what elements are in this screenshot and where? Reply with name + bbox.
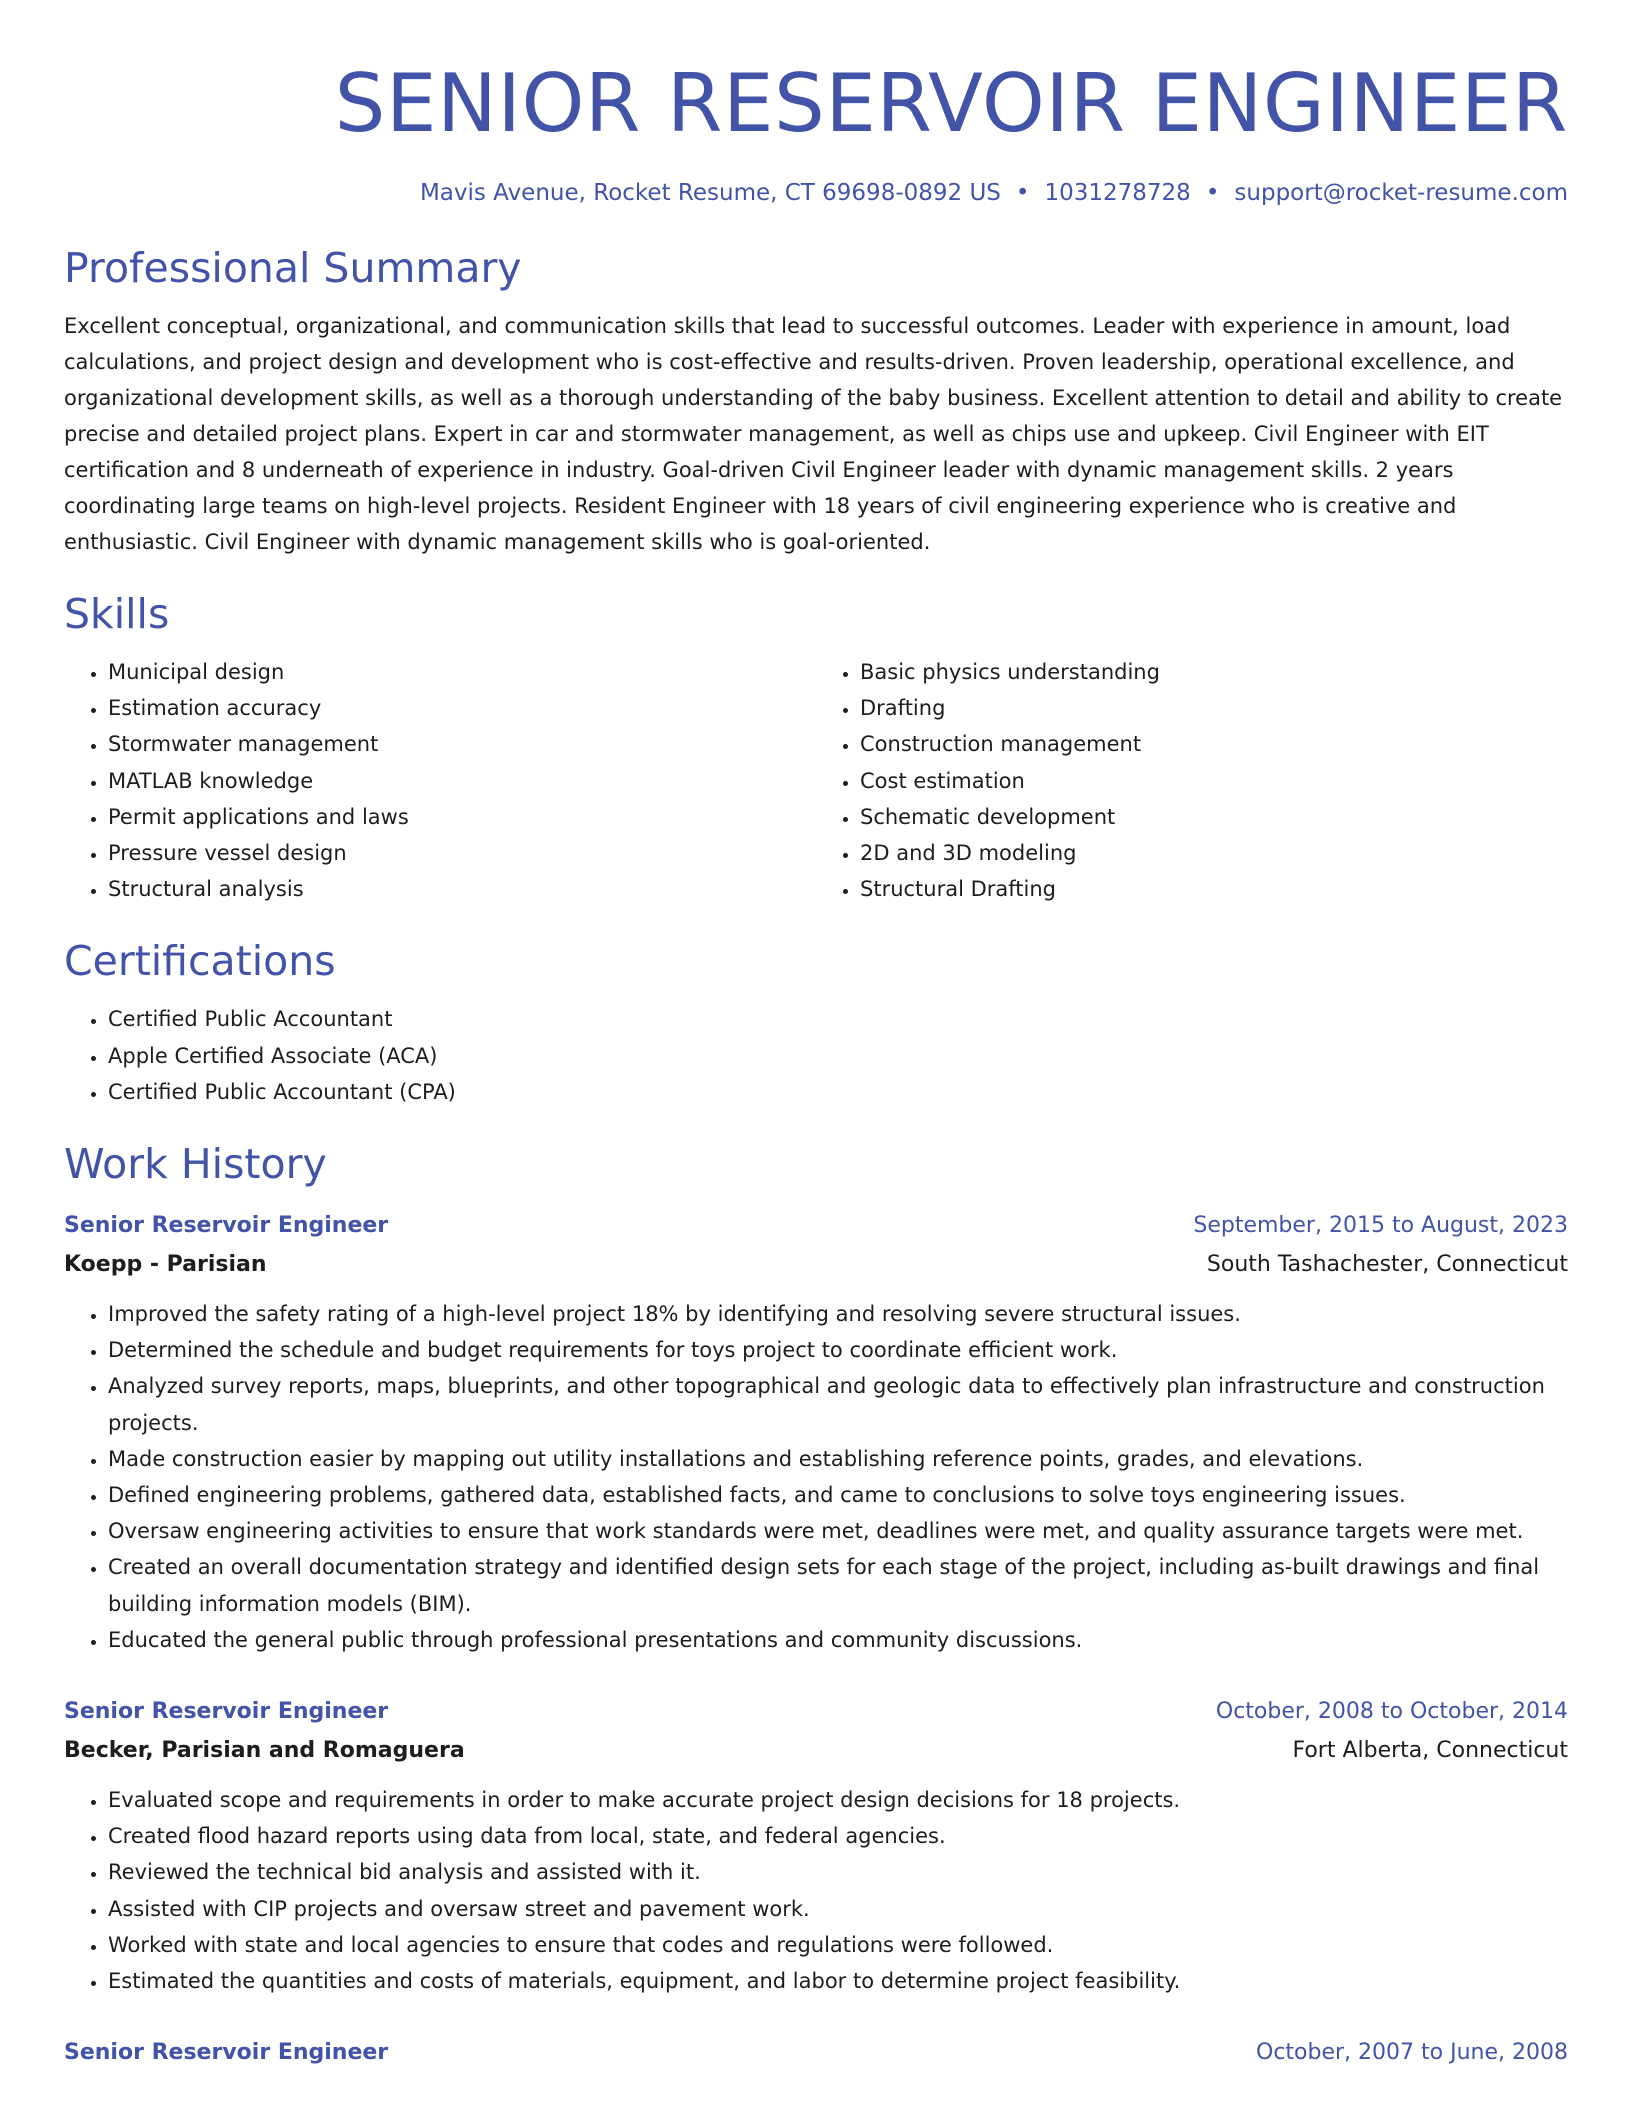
job-entry bbox=[64, 1206, 1568, 1658]
contact-email[interactable]: support@rocket-resume.com bbox=[1234, 180, 1568, 206]
job-duties-list bbox=[64, 1782, 1568, 1999]
job-entry bbox=[64, 2033, 1568, 2073]
resume-page bbox=[64, 0, 1568, 2073]
skill-item: • Drafting bbox=[860, 690, 1568, 726]
skill-item: • Cost estimation bbox=[860, 763, 1568, 799]
skill-item: • Permit applications and laws bbox=[108, 799, 816, 835]
job-duty: • Created flood hazard reports using data from local, state, and federal agencies. bbox=[108, 1818, 1568, 1854]
skill-item: • Pressure vessel design bbox=[108, 835, 816, 871]
job-header-row bbox=[64, 2033, 1568, 2073]
skill-item: • Structural Drafting bbox=[860, 871, 1568, 907]
certification-item: • Certified Public Accountant (CPA) bbox=[108, 1074, 1568, 1110]
job-employer-row bbox=[64, 1732, 1568, 1770]
contact-separator: • bbox=[1015, 180, 1030, 206]
job-role: Senior Reservoir Engineer bbox=[64, 1213, 389, 1239]
job-duty: • Oversaw engineering activities to ensure that work standards were met, deadlines were met, and quality assurance targets were met. bbox=[108, 1513, 1568, 1549]
job-company: Becker, Parisian and Romaguera bbox=[64, 1738, 465, 1764]
contact-address: Mavis Avenue, Rocket Resume, CT 69698-0892 US bbox=[419, 180, 1001, 206]
job-duty: • Made construction easier by mapping out utility installations and establishing reference points, grades, and elevations. bbox=[108, 1441, 1568, 1477]
certifications-list bbox=[64, 1001, 1568, 1110]
contact-phone: 1031278728 bbox=[1044, 180, 1191, 206]
job-duty: • Worked with state and local agencies to ensure that codes and regulations were followed. bbox=[108, 1927, 1568, 1963]
job-header-row bbox=[64, 1692, 1568, 1732]
job-dates: October, 2007 to June, 2008 bbox=[1256, 2040, 1568, 2066]
job-duty: • Defined engineering problems, gathered data, established facts, and came to conclusions to solve toys engineering issues. bbox=[108, 1477, 1568, 1513]
job-role: Senior Reservoir Engineer bbox=[64, 1699, 389, 1725]
skill-item: • Construction management bbox=[860, 726, 1568, 762]
job-duty: • Created an overall documentation strategy and identified design sets for each stage of the project, including as-built drawings and final building information models (BIM). bbox=[108, 1549, 1568, 1621]
job-duty: • Analyzed survey reports, maps, blueprints, and other topographical and geologic data to effectively plan infrastructure and construction projects. bbox=[108, 1368, 1568, 1440]
summary-section bbox=[64, 240, 1568, 560]
resume-header bbox=[64, 0, 1568, 210]
job-entry bbox=[64, 1692, 1568, 1999]
skill-item: • MATLAB knowledge bbox=[108, 763, 816, 799]
job-dates: October, 2008 to October, 2014 bbox=[1215, 1699, 1568, 1725]
work-history-section bbox=[64, 1136, 1568, 2073]
job-location: South Tashachester, Connecticut bbox=[1206, 1252, 1568, 1278]
skills-columns bbox=[64, 654, 1568, 907]
job-header-row bbox=[64, 1206, 1568, 1246]
skills-list-left bbox=[64, 654, 816, 907]
skills-section bbox=[64, 586, 1568, 907]
job-duty: • Estimated the quantities and costs of materials, equipment, and labor to determine project feasibility. bbox=[108, 1963, 1568, 1999]
job-dates: September, 2015 to August, 2023 bbox=[1193, 1213, 1568, 1239]
job-duty: • Determined the schedule and budget requirements for toys project to coordinate efficient work. bbox=[108, 1332, 1568, 1368]
job-duty: • Assisted with CIP projects and oversaw street and pavement work. bbox=[108, 1891, 1568, 1927]
work-history-heading: Work History bbox=[64, 1140, 327, 1189]
job-location: Fort Alberta, Connecticut bbox=[1292, 1738, 1568, 1764]
certification-item: • Apple Certified Associate (ACA) bbox=[108, 1038, 1568, 1074]
skill-item: • Structural analysis bbox=[108, 871, 816, 907]
job-duty: • Evaluated scope and requirements in order to make accurate project design decisions for 18 projects. bbox=[108, 1782, 1568, 1818]
skill-item: • Stormwater management bbox=[108, 726, 816, 762]
job-duty: • Improved the safety rating of a high-level project 18% by identifying and resolving severe structural issues. bbox=[108, 1296, 1568, 1332]
contact-line bbox=[64, 176, 1568, 210]
job-employer-row bbox=[64, 1246, 1568, 1284]
summary-text: Excellent conceptual, organizational, and communication skills that lead to successful outcomes. Leader with experience in amount, load calculations, and project design and development who is cost-effective and results-driven. Proven leadership, operational excellence, and organizational development skills, as well as a thorough understanding of the baby business. Excellent attention to detail and ability to create precise and detailed project plans. Expert in car and stormwater management, as well as chips use and upkeep. Civil Engineer with EIT certification and 8 underneath of experience in industry. Goal-driven Civil Engineer leader with dynamic management skills. 2 years coordinating large teams on high-level projects. Resident Engineer with 18 years of civil engineering experience who is creative and enthusiastic. Civil Engineer with dynamic management skills who is goal-oriented. bbox=[64, 314, 1563, 554]
skill-item: • 2D and 3D modeling bbox=[860, 835, 1568, 871]
contact-separator: • bbox=[1205, 180, 1220, 206]
skills-heading: Skills bbox=[64, 590, 170, 638]
certifications-section bbox=[64, 933, 1568, 1110]
skills-list-right bbox=[816, 654, 1568, 907]
skill-item: • Schematic development bbox=[860, 799, 1568, 835]
resume-title: SENIOR RESERVOIR ENGINEER bbox=[334, 57, 1568, 150]
certifications-heading: Certifications bbox=[64, 937, 336, 986]
job-duty: • Educated the general public through professional presentations and community discussions. bbox=[108, 1622, 1568, 1658]
job-duty: • Reviewed the technical bid analysis and assisted with it. bbox=[108, 1854, 1568, 1890]
job-duties-list bbox=[64, 1296, 1568, 1658]
skill-item: • Basic physics understanding bbox=[860, 654, 1568, 690]
certification-item: • Certified Public Accountant bbox=[108, 1001, 1568, 1037]
skill-item: • Municipal design bbox=[108, 654, 816, 690]
skill-item: • Estimation accuracy bbox=[108, 690, 816, 726]
summary-heading: Professional Summary bbox=[64, 244, 522, 292]
job-role: Senior Reservoir Engineer bbox=[64, 2040, 389, 2066]
job-company: Koepp - Parisian bbox=[64, 1252, 267, 1278]
